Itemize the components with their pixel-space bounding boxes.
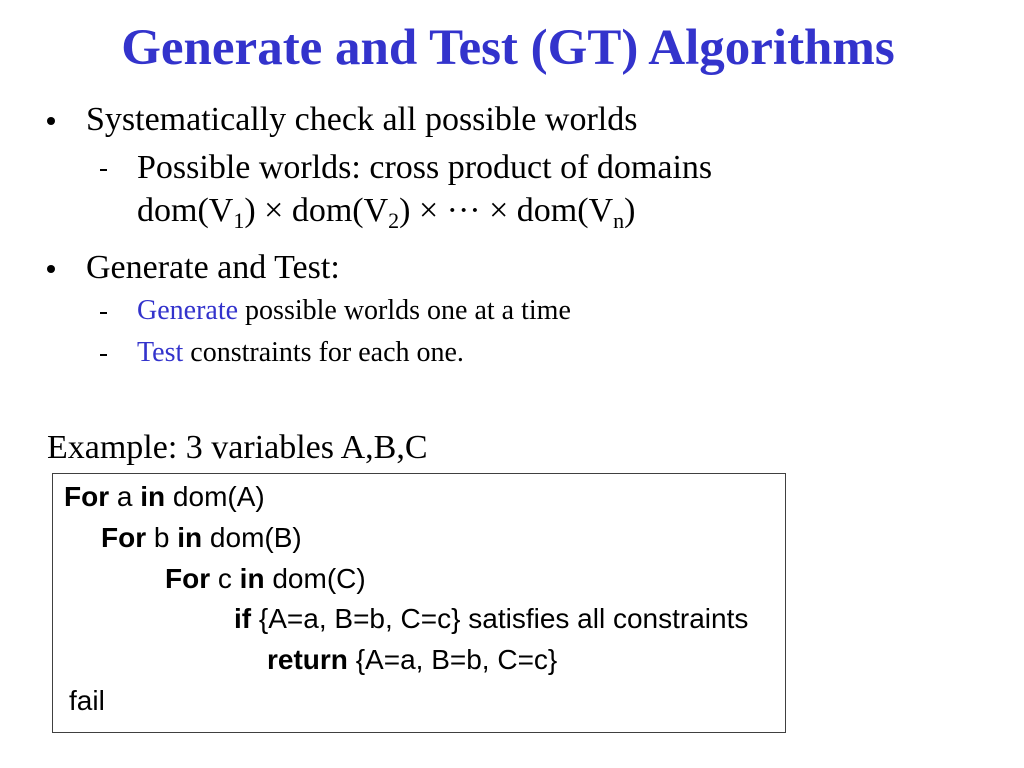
code-keyword: For (64, 481, 110, 512)
code-line (267, 643, 557, 677)
bullet-marker (47, 265, 55, 273)
highlight-keyword: Generate (137, 295, 239, 326)
sub-bullet-marker (100, 354, 107, 356)
sub-bullet-rest: possible worlds one at a time (245, 295, 571, 326)
code-keyword: For (165, 563, 211, 594)
formula-subscript: 2 (388, 208, 400, 233)
code-text: dom(C) (272, 563, 366, 594)
code-line (101, 521, 302, 555)
code-line (69, 684, 105, 718)
code-text: b (153, 522, 170, 553)
sub-bullet-text (137, 336, 464, 370)
formula-part: ) × dom(V (244, 192, 389, 229)
code-line (234, 602, 748, 636)
sub-bullet-text (137, 294, 571, 328)
code-text: {A=a, B=b, C=c} (355, 644, 558, 675)
formula-subscript: n (613, 208, 625, 233)
code-text: c (217, 563, 232, 594)
highlight-keyword: Test (137, 337, 184, 368)
code-keyword: For (101, 522, 147, 553)
domain-product-formula (137, 191, 635, 231)
slide-title: Generate and Test (GT) Algorithms (121, 20, 895, 76)
code-line (165, 562, 366, 596)
bullet-marker (47, 117, 55, 125)
code-keyword: if (234, 603, 252, 634)
code-text: dom(B) (209, 522, 302, 553)
formula-part: ) (624, 192, 636, 229)
sub-bullet-marker (100, 169, 107, 171)
formula-part: dom(V (137, 192, 234, 229)
code-text: a (116, 481, 133, 512)
code-text: dom(A) (172, 481, 265, 512)
pseudocode-box (52, 473, 786, 733)
formula-part: ) × ··· × dom(V (399, 192, 614, 229)
sub-bullet-rest: constraints for each one. (190, 337, 464, 368)
code-line (64, 480, 265, 514)
sub-bullet-text: Possible worlds: cross product of domains (137, 149, 713, 186)
example-label: Example: 3 variables A,B,C (47, 429, 428, 466)
formula-subscript: 1 (233, 208, 245, 233)
code-keyword: in (140, 481, 166, 512)
code-keyword: in (177, 522, 203, 553)
bullet-text: Systematically check all possible worlds (86, 101, 638, 138)
code-text: fail (69, 685, 105, 716)
bullet-text: Generate and Test: (86, 249, 340, 286)
sub-bullet-marker (100, 312, 107, 314)
code-keyword: in (239, 563, 265, 594)
code-keyword: return (267, 644, 348, 675)
code-text: {A=a, B=b, C=c} satisfies all constraints (258, 603, 749, 634)
